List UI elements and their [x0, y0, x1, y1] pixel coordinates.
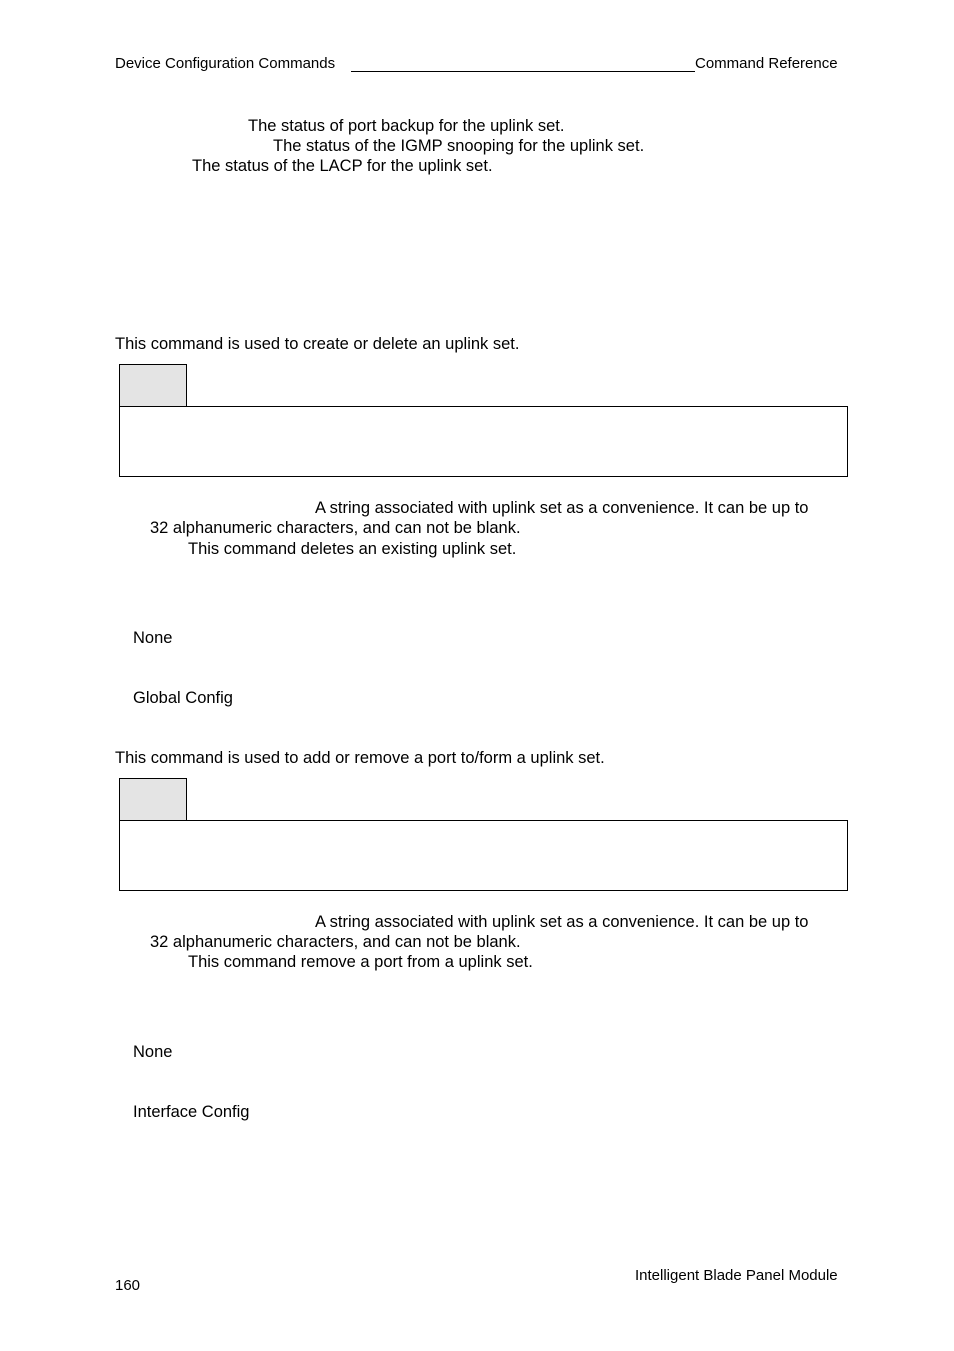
- section2-description: This command is used to add or remove a port to/form a uplink set.: [115, 749, 605, 767]
- section1-format-box: [119, 406, 848, 477]
- section2-default: None: [133, 1043, 173, 1061]
- section1-no-desc: This command deletes an existing uplink set.: [188, 540, 517, 558]
- section1-mode: Global Config: [133, 689, 233, 707]
- section2-param-desc-cont: 32 alphanumeric characters, and can not be blank.: [150, 933, 521, 951]
- header-rule: [351, 71, 695, 72]
- footer-product: Intelligent Blade Panel Module: [635, 1267, 838, 1284]
- header-right: Command Reference: [695, 55, 838, 72]
- section1-param-desc-cont: 32 alphanumeric characters, and can not be blank.: [150, 519, 521, 537]
- desc-igmp-snooping: The status of the IGMP snooping for the uplink set.: [273, 137, 645, 155]
- section1-param-desc: A string associated with uplink set as a convenience. It can be up to: [315, 499, 809, 517]
- desc-port-backup: The status of port backup for the uplink set.: [248, 117, 565, 135]
- section2-format-box: [119, 820, 848, 891]
- page-number: 160: [115, 1277, 141, 1294]
- header-left: Device Configuration Commands: [115, 55, 336, 72]
- section2-no-desc: This command remove a port from a uplink set.: [188, 953, 533, 971]
- section1-default: None: [133, 629, 173, 647]
- section1-description: This command is used to create or delete an uplink set.: [115, 335, 520, 353]
- section1-format-tab: [119, 364, 187, 406]
- section2-param-desc: A string associated with uplink set as a convenience. It can be up to: [315, 913, 809, 931]
- section2-mode: Interface Config: [133, 1103, 250, 1121]
- desc-lacp: The status of the LACP for the uplink set.: [192, 157, 493, 175]
- section2-format-tab: [119, 778, 187, 820]
